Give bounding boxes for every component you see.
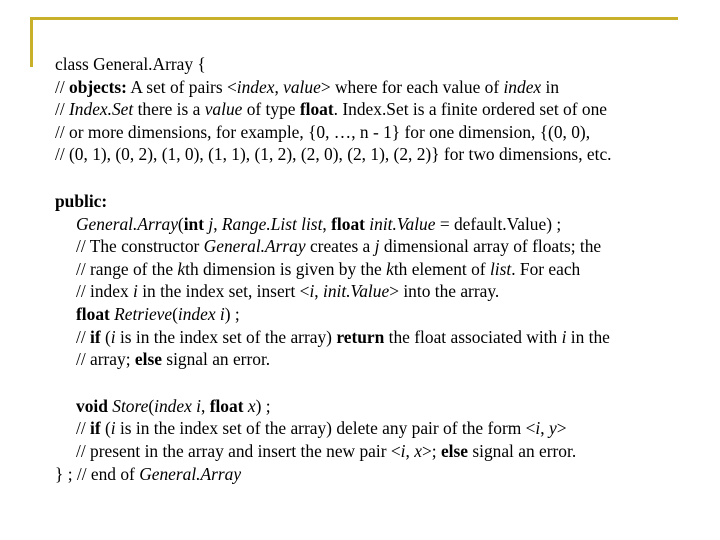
code-text: // (0, 1), (0, 2), (1, 0), (1, 1), (1, 2), (2, 0), (2, 1), (2, 2)} for two dimensions, etc. <box>55 144 612 165</box>
code-text: // The constructor <box>76 236 204 257</box>
code-text: , <box>314 281 323 302</box>
spacer <box>55 371 715 395</box>
code-text: } ; // end of <box>55 463 140 484</box>
code-text: float <box>331 213 365 234</box>
code-line <box>76 326 715 349</box>
code-text: of type <box>242 99 300 120</box>
code-text: i <box>110 326 116 347</box>
code-line <box>76 213 715 236</box>
code-text: init.Value <box>369 213 436 234</box>
code-line <box>76 348 715 371</box>
code-text: ( <box>148 395 155 416</box>
code-text: i <box>561 326 567 347</box>
code-text: index i <box>154 395 201 416</box>
code-text: , <box>322 213 332 234</box>
code-text: signal an error. <box>468 440 577 461</box>
code-text: ( <box>100 326 111 347</box>
code-text: float <box>299 99 334 120</box>
code-text: x <box>414 440 422 461</box>
code-text: there is a <box>133 99 205 120</box>
code-text: th element of <box>393 258 490 279</box>
code-text: ) ; <box>224 303 240 324</box>
code-line <box>76 235 715 258</box>
code-text: value <box>283 76 321 97</box>
code-line <box>55 76 715 99</box>
decorative-left-rule <box>30 17 33 67</box>
code-text: index <box>503 76 542 97</box>
code-text: class General.Array { <box>55 54 206 74</box>
code-line <box>55 463 715 486</box>
code-text: ( <box>172 303 178 324</box>
code-line <box>76 258 715 281</box>
code-text: Index.Set <box>69 99 134 120</box>
code-text: > where for each value of <box>320 76 504 97</box>
code-text: , <box>540 418 549 439</box>
code-slide <box>55 53 715 485</box>
code-text: j <box>208 213 214 234</box>
code-text: k <box>386 258 394 279</box>
code-text: if <box>90 326 101 347</box>
code-text: , <box>200 395 210 416</box>
code-text: float <box>209 395 244 416</box>
code-text: if <box>90 418 101 439</box>
code-text: General.Array <box>76 213 178 234</box>
code-text: , <box>213 213 222 234</box>
decorative-top-rule <box>30 17 678 20</box>
code-text: list <box>489 258 512 279</box>
code-text: objects: <box>69 76 127 97</box>
code-line <box>76 417 715 440</box>
code-text: , <box>274 76 284 97</box>
code-line <box>76 303 715 326</box>
code-text: y <box>548 418 557 439</box>
code-text: dimensional array of floats; the <box>379 236 602 257</box>
code-text: is in the index set of the array) delete any pair of the form < <box>115 418 536 439</box>
code-text: value <box>204 99 243 120</box>
code-line <box>55 98 715 121</box>
code-text: = default.Value) ; <box>435 213 562 234</box>
code-text: in <box>541 76 560 97</box>
code-text: void <box>76 395 108 416</box>
code-text: return <box>336 326 385 347</box>
code-text: // <box>76 418 91 439</box>
code-text: j <box>374 236 380 257</box>
code-text: ( <box>100 418 111 439</box>
code-text: in the <box>566 326 610 347</box>
code-text: i <box>110 418 116 439</box>
constructor-retrieve-block <box>55 213 715 371</box>
code-text: init.Value <box>323 281 390 302</box>
code-text: General.Array <box>139 463 242 484</box>
code-text: th dimension is given by the <box>185 258 387 279</box>
code-text: float <box>76 303 110 324</box>
class-header-block <box>55 53 715 166</box>
code-text: // array; <box>76 349 135 370</box>
code-text: >; <box>421 440 441 461</box>
code-text: x <box>247 395 256 416</box>
code-text: . For each <box>511 258 581 279</box>
code-line <box>76 280 715 303</box>
code-text: i <box>400 440 406 461</box>
code-text: , <box>405 440 415 461</box>
code-text: i <box>133 281 138 302</box>
code-text: in the index set, insert < <box>137 281 310 302</box>
class-footer-block <box>55 463 715 486</box>
code-text: > into the array. <box>389 281 500 302</box>
code-text: // present in the array and insert the new pair < <box>76 440 401 461</box>
code-line <box>55 121 715 144</box>
code-text: // <box>55 76 70 97</box>
code-text: A set of pairs < <box>126 76 237 97</box>
code-text: else <box>134 349 162 370</box>
code-text: . Index.Set is a finite ordered set of one <box>333 99 608 120</box>
code-text: > <box>556 418 567 439</box>
store-block <box>55 395 715 463</box>
code-text: index <box>236 76 275 97</box>
code-text: is in the index set of the array) <box>115 326 337 347</box>
code-text: signal an error. <box>161 349 271 370</box>
code-text: k <box>177 258 186 279</box>
code-text: // <box>76 326 91 347</box>
code-text: int <box>183 213 205 234</box>
code-text: Store <box>112 395 149 416</box>
public-label: public: <box>55 190 108 211</box>
code-line <box>76 395 715 418</box>
code-text: Retrieve <box>114 303 173 324</box>
code-text: Range.List list <box>221 213 323 234</box>
code-text: index i <box>177 303 225 324</box>
code-text: i <box>309 281 315 302</box>
code-text: i <box>535 418 541 439</box>
code-text: // index <box>76 281 133 302</box>
code-text: creates a <box>305 236 375 257</box>
code-text: General.Array <box>203 236 306 257</box>
code-text: // <box>55 99 70 120</box>
code-text: ( <box>177 213 184 234</box>
code-text: ) ; <box>255 395 271 416</box>
code-text: else <box>440 440 468 461</box>
code-text: // range of the <box>76 258 178 279</box>
code-text: the float associated with <box>384 326 562 347</box>
code-line <box>76 440 715 463</box>
code-line <box>55 143 715 166</box>
spacer <box>55 166 715 190</box>
code-text: // or more dimensions, for example, {0, …, n - 1} for one dimension, {(0, 0), <box>55 121 591 142</box>
code-line <box>55 53 715 76</box>
